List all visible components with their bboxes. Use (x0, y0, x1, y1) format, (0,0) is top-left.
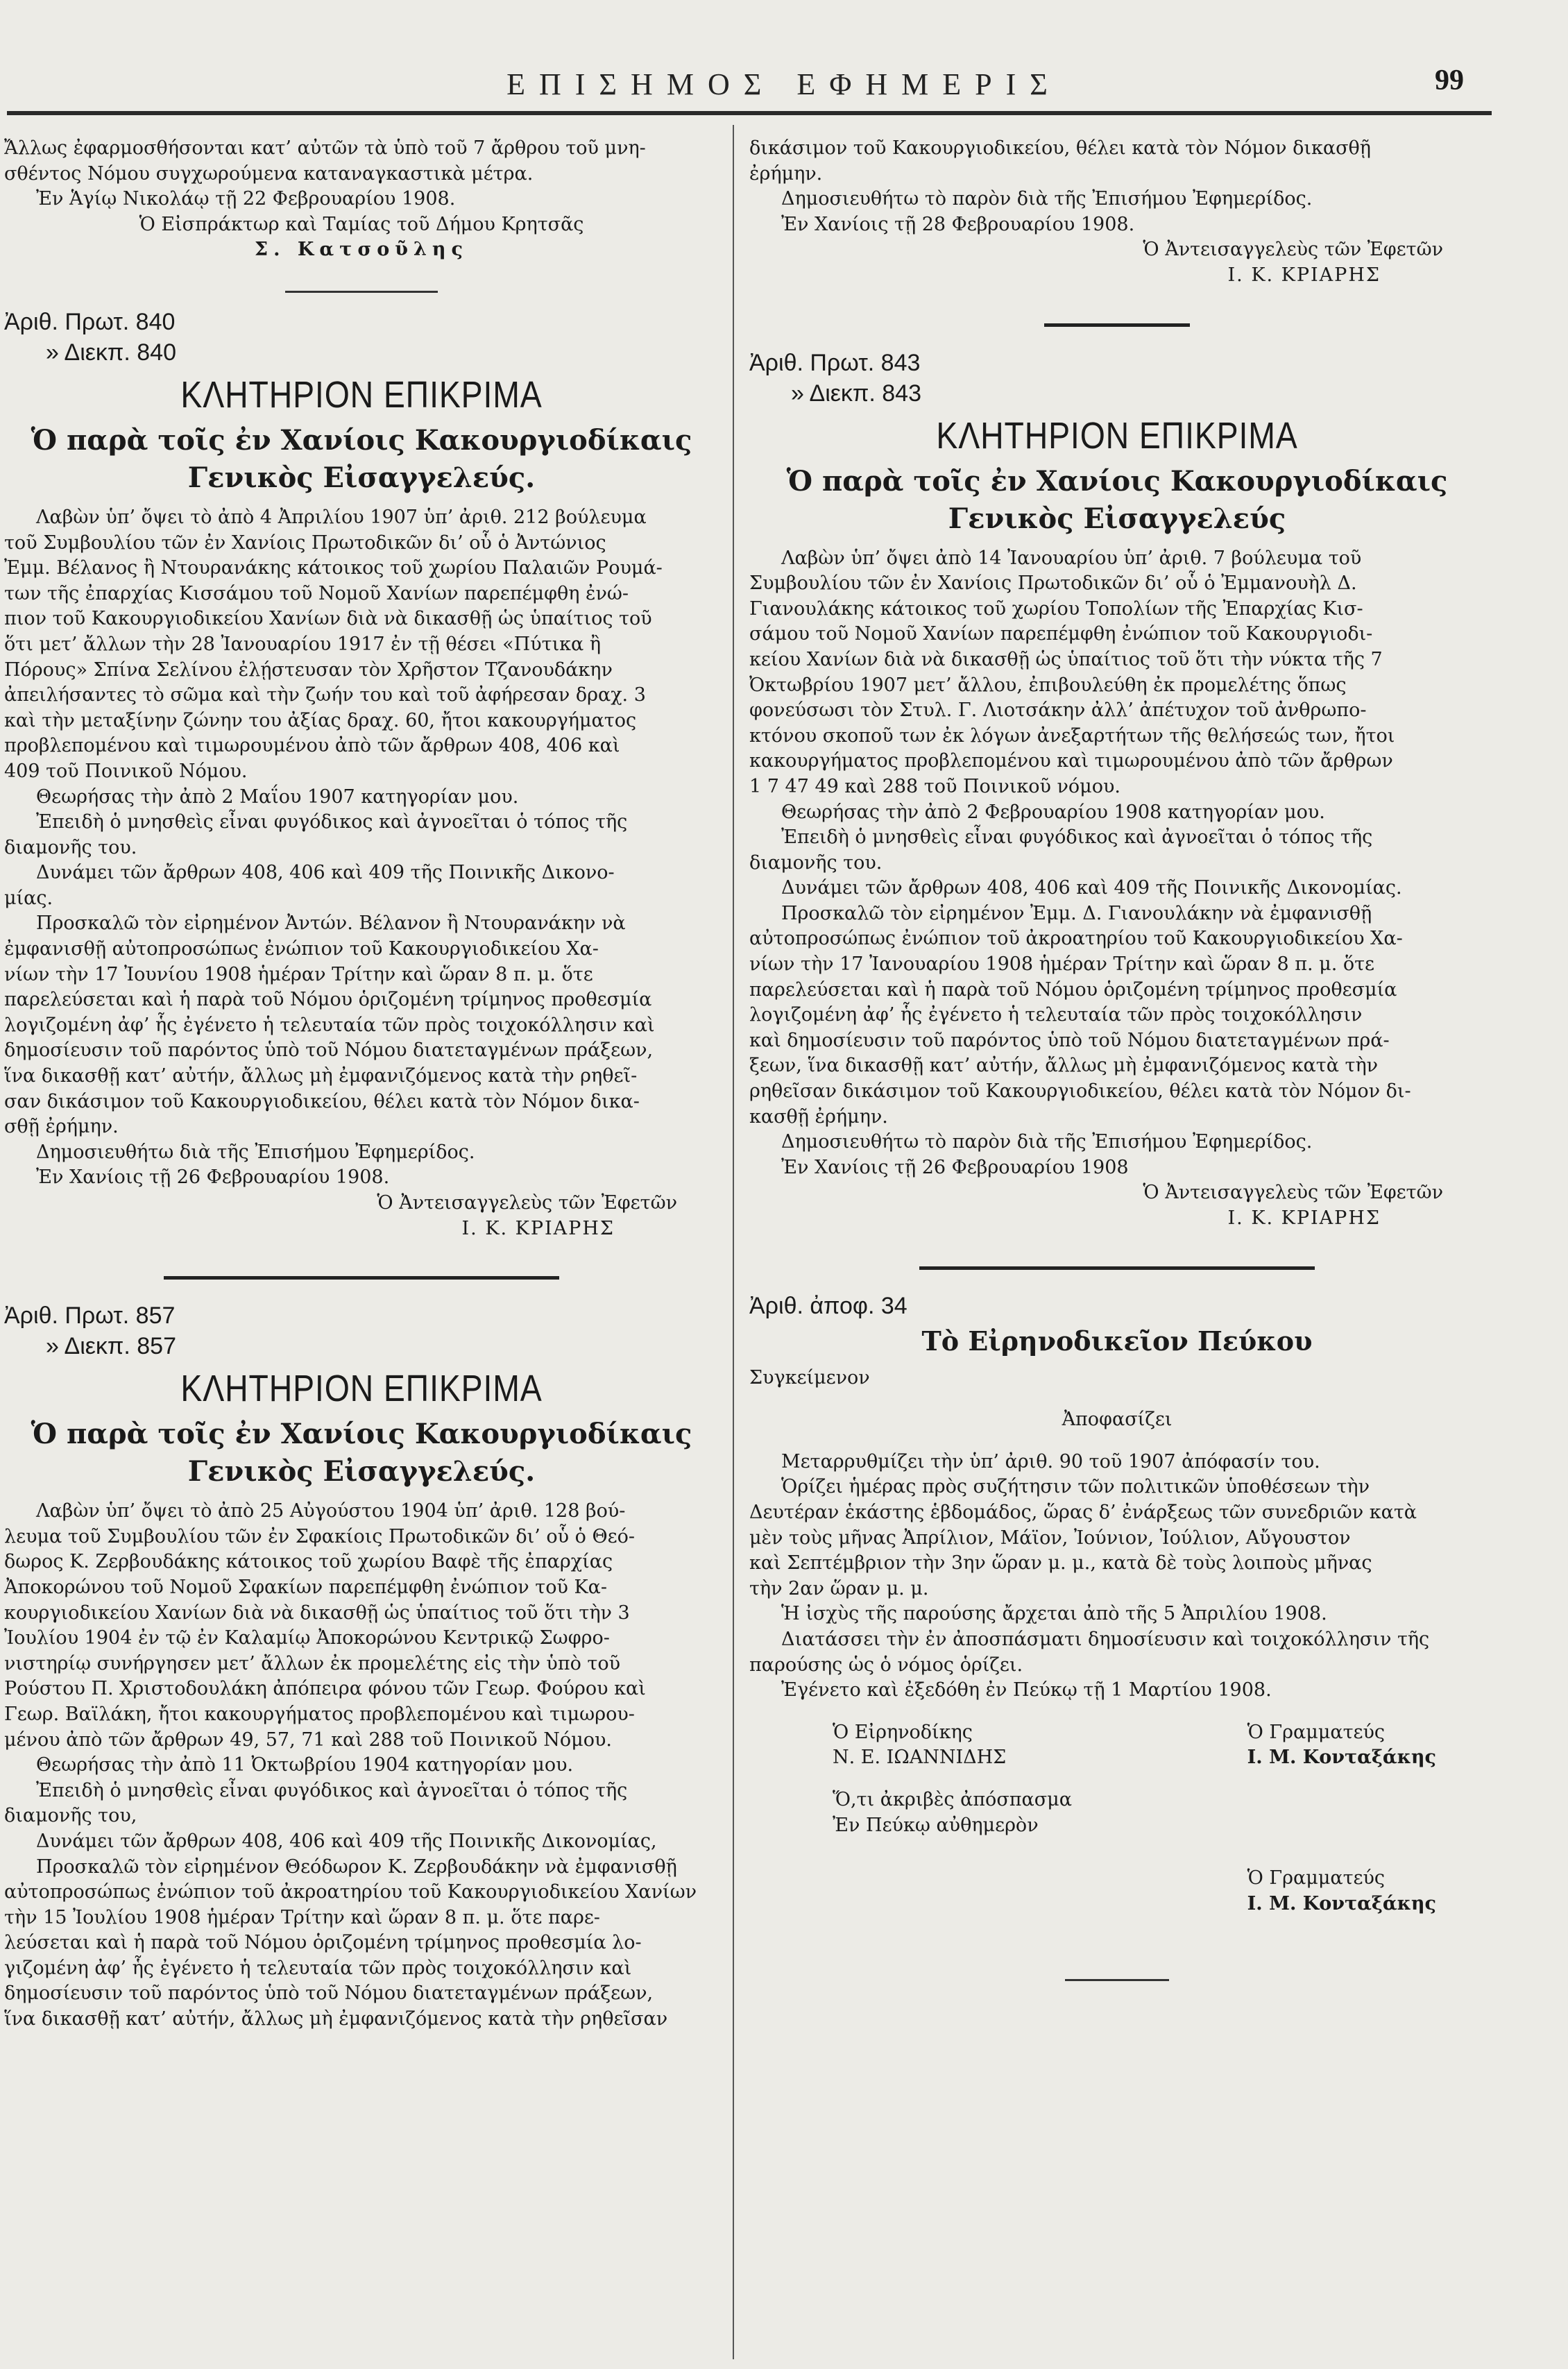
text-line: Λαβὼν ὑπ’ ὄψει τὸ ἀπὸ 25 Αὐγούστου 1904 ὑπ’ ἀριθ. 128 βού- (36, 1500, 626, 1522)
text-line: Λαβὼν ὑπ’ ὄψει ἀπὸ 14 Ἰανουαρίου ὑπ’ ἀριθ. 7 βούλευμα τοῦ (781, 547, 1362, 569)
text-line: Δυνάμει τῶν ἄρθρων 408, 406 καὶ 409 τῆς Ποινικῆς Δικονομίας, (36, 1830, 657, 1852)
text-line: γιζομένη ἀφ’ ἧς ἐγένετο ἡ τελευταία τῶν πρὸς τοιχοκόλλησιν καὶ (4, 1957, 632, 1979)
page-number: 99 (1435, 65, 1464, 96)
judge-title: Ὁ Εἰρηνοδίκης (833, 1721, 973, 1743)
spacer (749, 1866, 833, 1917)
protocol-number: Ἀριθ. Πρωτ. 843 (749, 349, 921, 376)
text-line: Ἐμμ. Βέλανος ἢ Ντουρανάκης κάτοικος τοῦ χωρίου Παλαιῶν Ρουμά- (4, 557, 663, 579)
text-line: τὴν 2αν ὥραν μ. μ. (749, 1577, 929, 1599)
text-line: λογιζομένη ἀφ’ ἧς ἐγένετο ἡ τελευταία τῶν πρὸς τοιχοκόλλησιν καὶ (4, 1014, 655, 1036)
spacer (749, 1433, 1485, 1450)
judge-signature (749, 1720, 1006, 1771)
spacer (749, 1704, 1485, 1720)
court-line: Ὁ παρὰ τοῖς ἐν Χανίοις Κακουργιοδίκαις (786, 464, 1448, 498)
text-line: Δυνάμει τῶν ἄρθρων 408, 406 καὶ 409 τῆς Ποινικῆς Δικονο- (36, 862, 615, 884)
court-heading (749, 463, 1485, 538)
text-line: προβλεπομένου καὶ τιμωρουμένου ἀπὸ τῶν ἄρθρων 408, 406 καὶ (4, 735, 620, 757)
court-line: Ὁ παρὰ τοῖς ἐν Χανίοις Κακουργιοδίκαις (31, 1418, 692, 1451)
text-line: Προσκαλῶ τὸν εἰρημένον Θεόδωρον Κ. Ζερβουδάκην νὰ ἐμφανισθῇ (36, 1856, 677, 1878)
dispatch-number: » Διεκπ. 857 (46, 1333, 176, 1360)
text-line: Γεωρ. Βαϊλάκη, ἤτοι κακουργήματος προβλεπομένου καὶ τιμωρου- (4, 1703, 635, 1725)
text-line: λογιζομένη ἀφ’ ἧς ἐγένετο ἡ τελευταία τῶν πρὸς τοιχοκόλλησιν (749, 1004, 1363, 1026)
separator (285, 291, 438, 293)
signer-title: Ὁ Εἰσπράκτωρ καὶ Ταμίας τοῦ Δήμου Κρητσᾶς (139, 213, 584, 235)
separator (164, 1276, 559, 1280)
text-line: Ἐπειδὴ ὁ μνησθεὶς εἶναι φυγόδικος καὶ ἀγνοεῖται ὁ τόπος τῆς (36, 811, 628, 833)
text-line: κτόνου σκοποῦ των ἐκ λόγων ἀνεξαρτήτων τῆς θελήσεώς των, ἤτοι (749, 724, 1395, 747)
signer-title: Ὁ Ἀντεισαγγελεὺς τῶν Ἐφετῶν (377, 1192, 677, 1214)
text-line: νίων τὴν 17 Ἰουνίου 1908 ἡμέραν Τρίτην καὶ ὥραν 8 π. μ. ὅτε (4, 963, 593, 985)
court-heading: Τὸ Εἰρηνοδικεῖον Πεύκου (921, 1325, 1313, 1357)
text-line: 409 τοῦ Ποινικοῦ Νόμου. (4, 760, 248, 782)
text-line: Προσκαλῶ τὸν εἰρημένον Ἐμμ. Δ. Γιανουλάκην νὰ ἐμφανισθῇ (781, 902, 1372, 924)
dispatch-number: » Διεκπ. 840 (46, 339, 176, 366)
court-line: Ὁ παρὰ τοῖς ἐν Χανίοις Κακουργιοδίκαις (31, 423, 692, 457)
place-date: Ἐν Ἁγίῳ Νικολάῳ τῇ 22 Φεβρουαρίου 1908. (36, 188, 456, 210)
text-line: αὐτοπροσώπως ἐνώπιον τοῦ ἀκροατηρίου τοῦ Κακουργιοδικείου Χα- (749, 928, 1403, 950)
court-line: Γενικὸς Εἰσαγγελεύς (948, 502, 1286, 535)
section-title: ΚΛΗΤΗΡΙΟΝ ΕΠΙΚΡΙΜΑ (180, 373, 543, 416)
signer-name: Ι. Κ. ΚΡΙΑΡΗΣ (1227, 264, 1381, 286)
separator (1065, 1979, 1169, 1981)
text-line: ρηθεῖσαν δικάσιμον τοῦ Κακουργιοδικείου, θέλει κατὰ τὸν Νόμον δι- (749, 1080, 1411, 1103)
text-line: Θεωρήσας τὴν ἀπὸ 11 Ὀκτωβρίου 1904 κατηγορίαν μου. (36, 1754, 574, 1776)
text-line: παρελεύσεται καὶ ἡ παρὰ τοῦ Νόμου ὁριζομένη τρίμηνος προθεσμία (4, 989, 652, 1011)
text-line: Θεωρήσας τὴν ἀπὸ 2 Φεβρουαρίου 1908 κατηγορίαν μου. (781, 801, 1325, 823)
text-line: σαν δικάσιμον τοῦ Κακουργιοδικείου, θέλει κατὰ τὸν Νόμον δικα- (4, 1090, 640, 1112)
text-line: μένου ἀπὸ τῶν ἄρθρων 49, 57, 71 καὶ 288 τοῦ Ποινικοῦ Νόμου. (4, 1729, 612, 1751)
dispatch-number: » Διεκπ. 843 (791, 380, 921, 407)
text-line: πιον τοῦ Κακουργιοδικείου Χανίων διὰ νὰ δικασθῇ ὡς ὑπαίτιος τοῦ (4, 608, 652, 630)
text-line: Ἐπειδὴ ὁ μνησθεὶς εἶναι φυγόδικος καὶ ἀγνοεῖται ὁ τόπος τῆς (36, 1779, 628, 1801)
spacer (749, 1838, 1485, 1866)
text-line: μίας. (4, 887, 53, 909)
court-heading (4, 422, 719, 497)
clerk-signature (1247, 1866, 1485, 1917)
text-line: Διατάσσει τὴν ἐν ἀποσπάσματι δημοσίευσιν καὶ τοιχοκόλλησιν τῆς (781, 1628, 1430, 1650)
decides-label: Ἀποφασίζει (1062, 1409, 1173, 1431)
summons-840 (4, 307, 719, 1241)
signature-row (749, 1866, 1485, 1917)
publish-order: Δημοσιευθήτω τὸ παρὸν διὰ τῆς Ἐπισήμου Ἐφημερίδος. (781, 188, 1313, 210)
text-line: Ἐπειδὴ ὁ μνησθεὶς εἶναι φυγόδικος καὶ ἀγνοεῖται ὁ τόπος τῆς (781, 826, 1373, 849)
text-line: ἐμφανισθῇ αὐτοπροσώπως ἐνώπιον τοῦ Κακουργιοδικείου Χα- (4, 938, 599, 960)
text-line: Λαβὼν ὑπ’ ὄψει τὸ ἀπὸ 4 Ἀπριλίου 1907 ὑπ’ ἀριθ. 212 βούλευμα (36, 506, 647, 528)
text-line: διαμονῆς του, (4, 1805, 137, 1827)
text-line: Ἀποκορώνου τοῦ Νομοῦ Σφακίων παρεπέμφθη ἐνώπιον τοῦ Κα- (4, 1576, 608, 1598)
text-line: σάμου τοῦ Νομοῦ Χανίων παρεπέμφθη ἐνώπιον τοῦ Κακουργιοδι- (749, 623, 1373, 645)
certified-copy-line: Ἐν Πεύκῳ αὐθημερὸν (833, 1814, 1039, 1836)
text-line: μὲν τοὺς μῆνας Ἀπρίλιον, Μάϊον, Ἰούνιον, Ἰούλιον, Αὔγουστον (749, 1527, 1351, 1549)
text-line: Ἰουλίου 1904 ἐν τῷ ἐν Καλαμίῳ Ἀποκορώνου Κεντρικῷ Σωφρο- (4, 1627, 610, 1649)
text-line: Ὀκτωβρίου 1907 μετ’ ἄλλου, ἐπιβουλεύθη ἐκ προμελέτης ὅπως (749, 674, 1347, 696)
text-line: ἀπειλήσαντες τὸ σῶμα καὶ τὴν ζωήν του καὶ τοῦ ἀφήρεσαν δραχ. 3 (4, 684, 646, 706)
text-line: Ρούστου Π. Χριστοδουλάκη ἀπόπειρα φόνου τῶν Γεωρ. Φούρου καὶ (4, 1678, 646, 1700)
text-line: ἵνα δικασθῇ κατ’ αὐτήν, ἄλλως μὴ ἐμφανιζόμενος κατὰ τὴν ρηθεῖ- (4, 1065, 638, 1087)
clerk-name: Ι. Μ. Κονταξάκης (1247, 1892, 1436, 1914)
place-date: Ἐν Χανίοις τῇ 26 Φεβρουαρίου 1908 (781, 1156, 1129, 1178)
text-line: δικάσιμον τοῦ Κακουργιοδικείου, θέλει κατὰ τὸν Νόμον δικασθῇ (749, 137, 1371, 159)
summons-843 (749, 348, 1485, 1232)
text-line: παρελεύσεται καὶ ἡ παρὰ τοῦ Νόμου ὁριζομένη τρίμηνος προθεσμία (749, 978, 1397, 1001)
text-line: τοῦ Συμβουλίου τῶν ἐν Χανίοις Πρωτοδικῶν δι’ οὗ ὁ Ἀντώνιος (4, 532, 606, 554)
left-column (4, 136, 719, 2032)
court-heading (4, 1416, 719, 1491)
header-rule (7, 111, 1492, 115)
text-line: κείου Χανίων διὰ νὰ δικασθῇ ὡς ὑπαίτιος τοῦ ὅτι τὴν νύκτα τῆς 7 (749, 648, 1383, 670)
text-line: κουργιοδικείου Χανίων διὰ νὰ δικασθῇ ὡς ὑπαίτιος τοῦ ὅτι τὴν 3 (4, 1602, 630, 1624)
text-line: Ἄλλως ἐφαρμοσθήσονται κατ’ αὐτῶν τὰ ὑπὸ τοῦ 7 ἄρθρου τοῦ μνη- (4, 137, 646, 159)
text-line: καὶ Σεπτέμβριον τὴν 3ην ὥραν μ. μ., κατὰ δὲ τοὺς λοιποὺς μῆνας (749, 1552, 1372, 1574)
text-line: των τῆς ἐπαρχίας Κισσάμου τοῦ Νομοῦ Χανίων παρεπέμφθη ἐνώ- (4, 582, 629, 604)
text-line: κακουργήματος προβλεπομένου καὶ τιμωρουμένου ἀπὸ τῶν ἄρθρων (749, 750, 1393, 772)
text-line: ἵνα δικασθῇ κατ’ αὐτήν, ἄλλως μὴ ἐμφανιζόμενος κατὰ τὴν ρηθεῖσαν (4, 2008, 668, 2030)
section-title: ΚΛΗΤΗΡΙΟΝ ΕΠΙΚΡΙΜΑ (936, 414, 1298, 457)
summons-857 (4, 1300, 719, 2032)
text-line: ὅτι μετ’ ἄλλων τὴν 28 Ἰανουαρίου 1917 ἐν τῇ θέσει «Πύτικα ἢ (4, 633, 602, 655)
text-line: νιστηρίῳ συνήργησεν μετ’ ἄλλων ἐκ προμελέτης εἰς τὴν ὑπὸ τοῦ (4, 1652, 621, 1674)
place-date: Ἐν Χανίοις τῇ 26 Φεβρουαρίου 1908. (36, 1166, 390, 1189)
text-line: Ἐγένετο καὶ ἐξεδόθη ἐν Πεύκῳ τῇ 1 Μαρτίου 1908. (781, 1679, 1272, 1701)
text-line: δημοσίευσιν τοῦ παρόντος ὑπὸ τοῦ Νόμου διατεταγμένων πράξεων, (4, 1039, 654, 1062)
court-line: Γενικὸς Εἰσαγγελεύς. (187, 461, 536, 494)
running-head: ΕΠΙΣΗΜΟΣ ΕΦΗΜΕΡΙΣ (506, 67, 1062, 101)
place-date: Ἐν Χανίοις τῇ 28 Φεβρουαρίου 1908. (781, 213, 1135, 235)
text-line: δημοσίευσιν τοῦ παρόντος ὑπὸ τοῦ Νόμου διατεταγμένων πράξεων, (4, 1982, 654, 2005)
peace-court-decision (749, 1291, 1485, 1982)
text-line: Πόρους» Σπίνα Σελίνου ἐλῄστευσαν τὸν Χρῆστον Τζανουδάκην (4, 659, 613, 681)
text-line: καὶ τὴν μεταξίνην ζώνην του ἀξίας δραχ. 60, ἤτοι κακουργήματος (4, 709, 637, 731)
signer-title: Ὁ Ἀντεισαγγελεὺς τῶν Ἐφετῶν (1143, 1182, 1443, 1204)
court-line: Γενικὸς Εἰσαγγελεύς. (187, 1455, 536, 1488)
text-line: διαμονῆς του. (4, 836, 137, 858)
decision-number: Ἀριθ. ἀποφ. 34 (749, 1292, 907, 1319)
convened-label: Συγκείμενον (749, 1366, 870, 1389)
signer-name: Σ. Κατσοῦλης (255, 239, 468, 261)
left-intro-notice (4, 136, 719, 263)
text-line: Συμβουλίου τῶν ἐν Χανίοις Πρωτοδικῶν δι’ οὗ ὁ Ἐμμανουὴλ Δ. (749, 572, 1357, 595)
certified-copy-line: Ὅ,τι ἀκριβὲς ἀπόσπασμα (833, 1788, 1072, 1810)
text-line: 1 7 47 49 καὶ 288 τοῦ Ποινικοῦ νόμου. (749, 775, 1120, 797)
text-line: διαμονῆς του. (749, 851, 883, 874)
text-line: Ἡ ἰσχὺς τῆς παρούσης ἄρχεται ἀπὸ τῆς 5 Ἀπριλίου 1908. (781, 1603, 1327, 1625)
spacer (749, 1391, 1485, 1407)
text-line: καὶ δημοσίευσιν τοῦ παρόντος ὑπὸ τοῦ Νόμου διατεταγμένων πρά- (749, 1029, 1390, 1051)
publish-order: Δημοσιευθήτω τὸ παρὸν διὰ τῆς Ἐπισήμου Ἐφημερίδος. (781, 1131, 1313, 1153)
clerk-title: Ὁ Γραμματεύς (1247, 1867, 1386, 1890)
separator (919, 1266, 1315, 1270)
text-line: Ὁρίζει ἡμέρας πρὸς συζήτησιν τῶν πολιτικῶν ὑποθέσεων τὴν (781, 1476, 1370, 1498)
separator (1044, 323, 1190, 327)
clerk-signature (1247, 1720, 1485, 1771)
text-line: νίων τὴν 17 Ἰανουαρίου 1908 ἡμέραν Τρίτην καὶ ὥραν 8 π. μ. ὅτε (749, 953, 1375, 976)
text-line: σθέντος Νόμου συγχωρούμενα καταναγκαστικὰ μέτρα. (4, 162, 534, 185)
text-line: δωρος Κ. Ζερβουδάκης κάτοικος τοῦ χωρίου Βαφὲ τῆς ἐπαρχίας (4, 1551, 613, 1573)
text-line: σθῇ ἐρήμην. (4, 1116, 119, 1138)
text-line: Προσκαλῶ τὸν εἰρημένον Ἀντών. Βέλανον ἢ Ντουρανάκην νὰ (36, 912, 626, 935)
text-line: ξεων, ἵνα δικασθῇ κατ’ αὐτήν, ἄλλως μὴ ἐμφανιζόμενος κατὰ τὴν (749, 1055, 1379, 1077)
text-line: φονεύσωσι τὸν Στυλ. Γ. Λιοτσάκην ἀλλ’ ἀπέτυχον τοῦ ἀνθρωπο- (749, 699, 1367, 722)
spacer (749, 1771, 1485, 1788)
column-divider (733, 125, 734, 2359)
text-line: παρούσης ὡς ὁ νόμος ὁρίζει. (749, 1654, 1023, 1676)
text-line: Δευτέραν ἑκάστης ἑβδομάδος, ὥρας δ’ ἐνάρξεως τῶν συνεδριῶν κατὰ (749, 1501, 1417, 1523)
text-line: ἐρήμην. (749, 162, 823, 185)
judge-name: Ν. Ε. ΙΩΑΝΝΙΔΗΣ (833, 1747, 1007, 1769)
section-title: ΚΛΗΤΗΡΙΟΝ ΕΠΙΚΡΙΜΑ (180, 1368, 543, 1410)
publish-order: Δημοσιευθήτω διὰ τῆς Ἐπισήμου Ἐφημερίδος. (36, 1141, 475, 1163)
text-line: Γιανουλάκης κάτοικος τοῦ χωρίου Τοπολίων τῆς Ἐπαρχίας Κισ- (749, 597, 1363, 620)
text-line: αὐτοπροσώπως ἐνώπιον τοῦ ἀκροατηρίου τοῦ Κακουργιοδικείου Χανίων (4, 1881, 697, 1903)
protocol-number: Ἀριθ. Πρωτ. 840 (4, 308, 176, 335)
text-line: Μεταρρυθμίζει τὴν ὑπ’ ἀριθ. 90 τοῦ 1907 ἀπόφασίν του. (781, 1450, 1320, 1472)
protocol-number: Ἀριθ. Πρωτ. 857 (4, 1302, 176, 1330)
text-line: τὴν 15 Ἰουλίου 1908 ἡμέραν Τρίτην καὶ ὥραν 8 π. μ. ὅτε παρε- (4, 1906, 600, 1928)
text-line: λεύσεται καὶ ἡ παρὰ τοῦ Νόμου ὁριζομένη τρίμηνος προθεσμία λο- (4, 1932, 642, 1954)
text-line: λευμα τοῦ Συμβουλίου τῶν ἐν Σφακίοις Πρωτοδικῶν δι’ οὗ ὁ Θεό- (4, 1525, 635, 1547)
text-line: Δυνάμει τῶν ἄρθρων 408, 406 καὶ 409 τῆς Ποινικῆς Δικονομίας. (781, 877, 1402, 899)
clerk-name: Ι. Μ. Κονταξάκης (1247, 1747, 1436, 1769)
right-column (749, 136, 1485, 1995)
signer-name: Ι. Κ. ΚΡΙΑΡΗΣ (1227, 1207, 1381, 1229)
signer-title: Ὁ Ἀντεισαγγελεὺς τῶν Ἐφετῶν (1143, 239, 1443, 261)
signer-name: Ι. Κ. ΚΡΙΑΡΗΣ (461, 1217, 615, 1239)
clerk-title: Ὁ Γραμματεύς (1247, 1721, 1386, 1743)
text-line: κασθῇ ἐρήμην. (749, 1105, 888, 1128)
text-line: Θεωρήσας τὴν ἀπὸ 2 Μαΐου 1907 κατηγορίαν μου. (36, 786, 519, 808)
signature-row (749, 1720, 1485, 1771)
right-intro-notice (749, 136, 1485, 289)
